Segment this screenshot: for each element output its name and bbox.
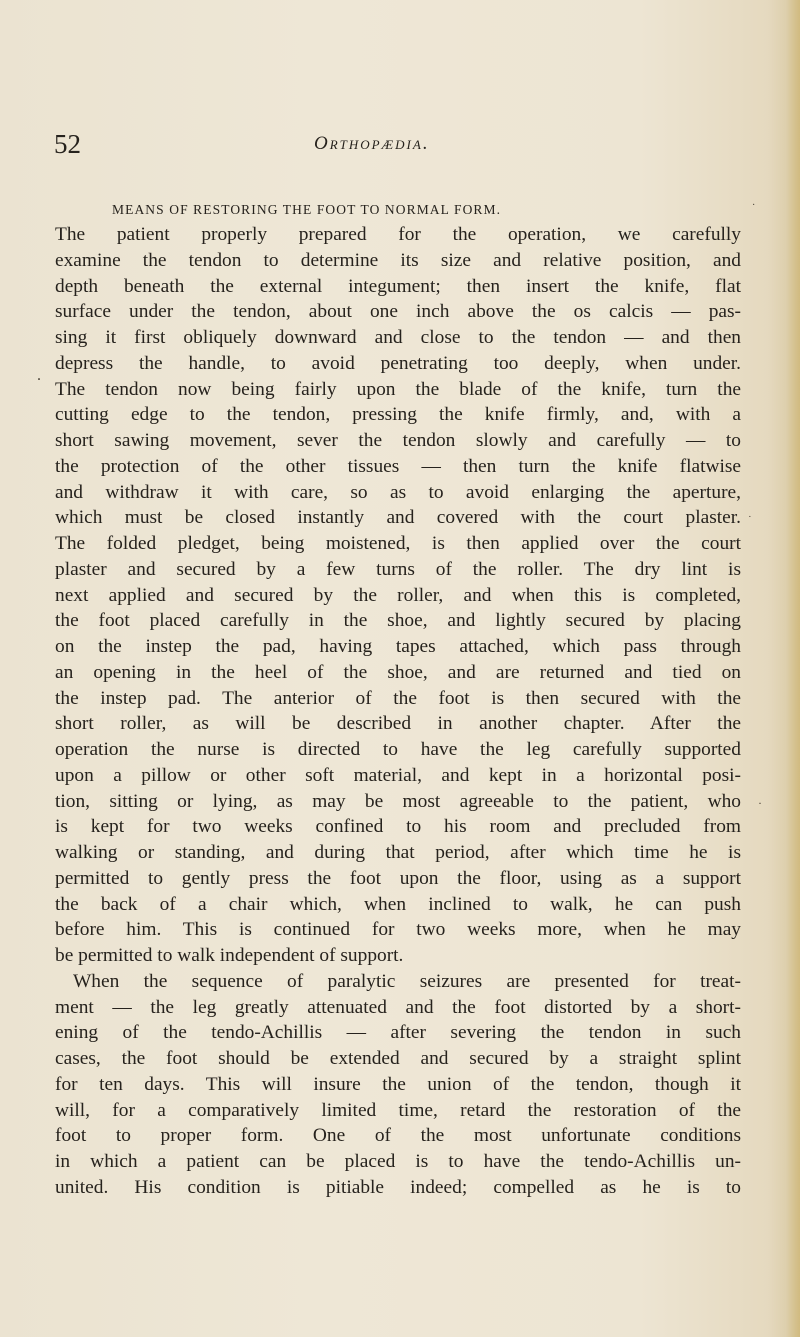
page-edge-stain xyxy=(786,0,800,1337)
text-line: permitted to gently press the foot upon the floor, using as a support xyxy=(55,867,741,889)
text-line: which must be closed instantly and covered with the court plaster. xyxy=(55,507,741,529)
text-line: tion, sitting or lying, as may be most agreeable to the patient, who xyxy=(55,790,741,812)
text-line: sing it first obliquely downward and close to the tendon — and then xyxy=(55,327,741,348)
text-line: united. His condition is pitiable indeed; compelled as he is to xyxy=(55,1176,741,1198)
margin-speck: ˙ xyxy=(748,514,752,526)
text-line: operation the nurse is directed to have the leg carefully supported xyxy=(55,739,741,760)
text-line: is kept for two weeks confined to his room and precluded from xyxy=(55,816,741,838)
text-line: the instep pad. The anterior of the foot is then secured with the xyxy=(55,687,741,709)
text-line: the back of a chair which, when inclined to walk, he can push xyxy=(55,893,741,915)
running-head: Orthopædia. xyxy=(314,133,430,154)
text-line: short sawing movement, sever the tendon slowly and carefully — to xyxy=(55,430,741,451)
page-header xyxy=(54,128,744,168)
text-line: next applied and secured by the roller, and when this is completed, xyxy=(55,584,741,606)
page-number: 52 xyxy=(54,129,81,159)
body-text xyxy=(55,222,741,1201)
text-line: will, for a comparatively limited time, retard the restoration of the xyxy=(55,1099,741,1121)
text-line: walking or standing, and during that period, after which time he is xyxy=(55,842,741,863)
text-line: on the instep the pad, having tapes attached, which pass through xyxy=(55,636,741,657)
text-line: The tendon now being fairly upon the blade of the knife, turn the xyxy=(55,378,741,400)
text-line: and withdraw it with care, so as to avoid enlarging the aperture, xyxy=(55,481,741,503)
text-line: When the sequence of paralytic seizures are presented for treat- xyxy=(73,970,741,992)
text-line: ening of the tendo-Achillis — after severing the tendon in such xyxy=(55,1022,741,1044)
text-line: cases, the foot should be extended and secured by a straight splint xyxy=(55,1048,741,1069)
text-line: upon a pillow or other soft material, and kept in a horizontal posi- xyxy=(55,764,741,786)
text-line: an opening in the heel of the shoe, and are returned and tied on xyxy=(55,661,741,683)
text-line: short roller, as will be described in another chapter. After the xyxy=(55,713,741,735)
text-line: examine the tendon to determine its size and relative position, and xyxy=(55,249,741,271)
text-line: be permitted to walk independent of support. xyxy=(55,945,404,966)
margin-speck: · xyxy=(758,796,762,810)
text-line: in which a patient can be placed is to have the tendo-Achillis un- xyxy=(55,1151,741,1172)
text-line: depress the handle, to avoid penetrating too deeply, when under. xyxy=(55,352,741,374)
text-line: depth beneath the external integument; then insert the knife, flat xyxy=(55,275,741,297)
text-line: cutting edge to the tendon, pressing the knife firmly, and, with a xyxy=(55,404,741,426)
margin-speck: . xyxy=(37,367,41,384)
section-title: MEANS OF RESTORING THE FOOT TO NORMAL FORM. xyxy=(112,202,502,217)
text-line: surface under the tendon, about one inch above the os calcis — pas- xyxy=(55,301,741,323)
text-line: the protection of the other tissues — then turn the knife flatwise xyxy=(55,455,741,477)
margin-speck: · xyxy=(752,200,756,211)
text-line: plaster and secured by a few turns of the roller. The dry lint is xyxy=(55,558,741,580)
text-line: The folded pledget, being moistened, is then applied over the court xyxy=(55,533,741,554)
text-line: The patient properly prepared for the operation, we carefully xyxy=(55,224,741,245)
text-line: foot to proper form. One of the most unfortunate conditions xyxy=(55,1125,741,1147)
text-line: for ten days. This will insure the union of the tendon, though it xyxy=(55,1073,741,1095)
text-line: before him. This is continued for two weeks more, when he may xyxy=(55,919,741,941)
text-line: ment — the leg greatly attenuated and the foot distorted by a short- xyxy=(55,996,741,1018)
text-line: the foot placed carefully in the shoe, and lightly secured by placing xyxy=(55,610,741,632)
